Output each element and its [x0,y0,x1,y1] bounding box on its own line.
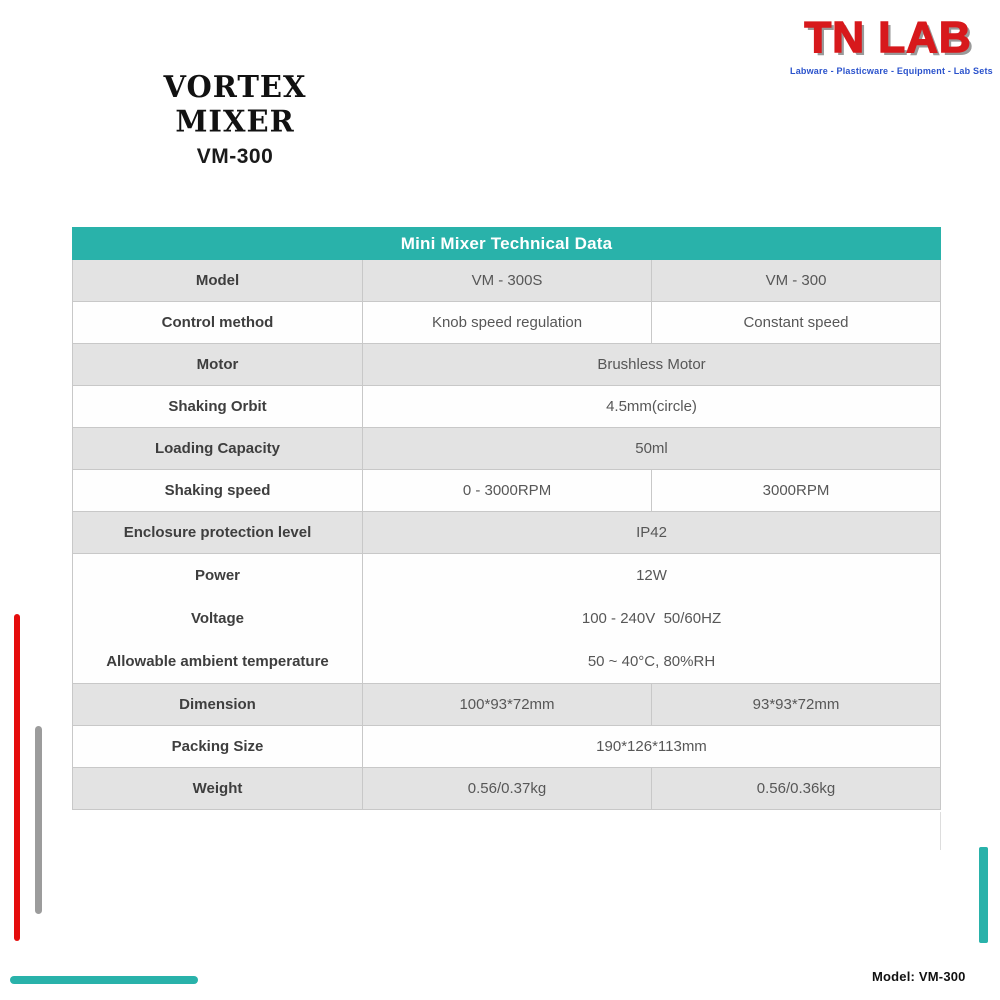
table-row [73,684,941,726]
spec-label: Allowable ambient temperature [106,653,329,670]
company-logo [790,13,993,77]
table-row [73,768,941,810]
spec-label: Weight [73,768,363,810]
decorative-right-line [940,812,941,850]
spec-label: Model [73,260,363,302]
spec-value: 100*93*72mm [363,684,652,726]
spec-value: 0 - 3000RPM [363,470,652,512]
spec-label: Enclosure protection level [73,512,363,554]
spec-value: 50ml [363,428,941,470]
spec-label: Shaking speed [73,470,363,512]
spec-value: Knob speed regulation [363,302,652,344]
table-row [73,344,941,386]
table-row [73,302,941,344]
decorative-teal-bottom-bar [10,976,198,984]
table-row [73,726,941,768]
spec-label: Voltage [190,610,245,627]
spec-label: Control method [73,302,363,344]
spec-value: 0.56/0.37kg [363,768,652,810]
spec-value: 93*93*72mm [652,684,941,726]
logo-tagline: Labware - Plasticware - Equipment - Lab Sets [790,66,993,77]
table-title-row [73,228,941,260]
spec-value: IP42 [363,512,941,554]
table-row [73,554,941,684]
spec-value-group [363,554,941,684]
table-row [73,260,941,302]
page-subtitle-model: VM-300 [196,145,274,168]
decorative-gray-bar [35,726,42,914]
table-row [73,470,941,512]
spec-value: 50 ~ 40°C, 80%RH [587,653,716,670]
spec-label: Dimension [73,684,363,726]
footer-model-label: Model: VM-300 [872,969,966,984]
spec-label: Shaking Orbit [73,386,363,428]
spec-value: Constant speed [652,302,941,344]
spec-label: Motor [73,344,363,386]
spec-value: 4.5mm(circle) [363,386,941,428]
spec-label: Power [194,567,240,584]
decorative-teal-right-bar [979,847,988,943]
spec-value: Brushless Motor [363,344,941,386]
logo-text: TN LAB [804,13,972,62]
table-title: Mini Mixer Technical Data [73,228,941,260]
table-row [73,512,941,554]
spec-label: Loading Capacity [73,428,363,470]
spec-label-group [73,554,363,684]
spec-value: 190*126*113mm [363,726,941,768]
spec-table-body [73,260,941,810]
spec-label: Packing Size [73,726,363,768]
spec-value: 0.56/0.36kg [652,768,941,810]
technical-data-table [72,227,941,810]
table-row [73,386,941,428]
spec-value: 3000RPM [652,470,941,512]
spec-value: 100 - 240V 50/60HZ [581,610,722,627]
spec-value: VM - 300 [652,260,941,302]
decorative-red-bar [14,614,20,941]
spec-value: VM - 300S [363,260,652,302]
spec-value: 12W [636,567,667,584]
table-row [73,428,941,470]
page-title: VORTEX MIXER [163,69,307,139]
brand-block [100,70,370,169]
